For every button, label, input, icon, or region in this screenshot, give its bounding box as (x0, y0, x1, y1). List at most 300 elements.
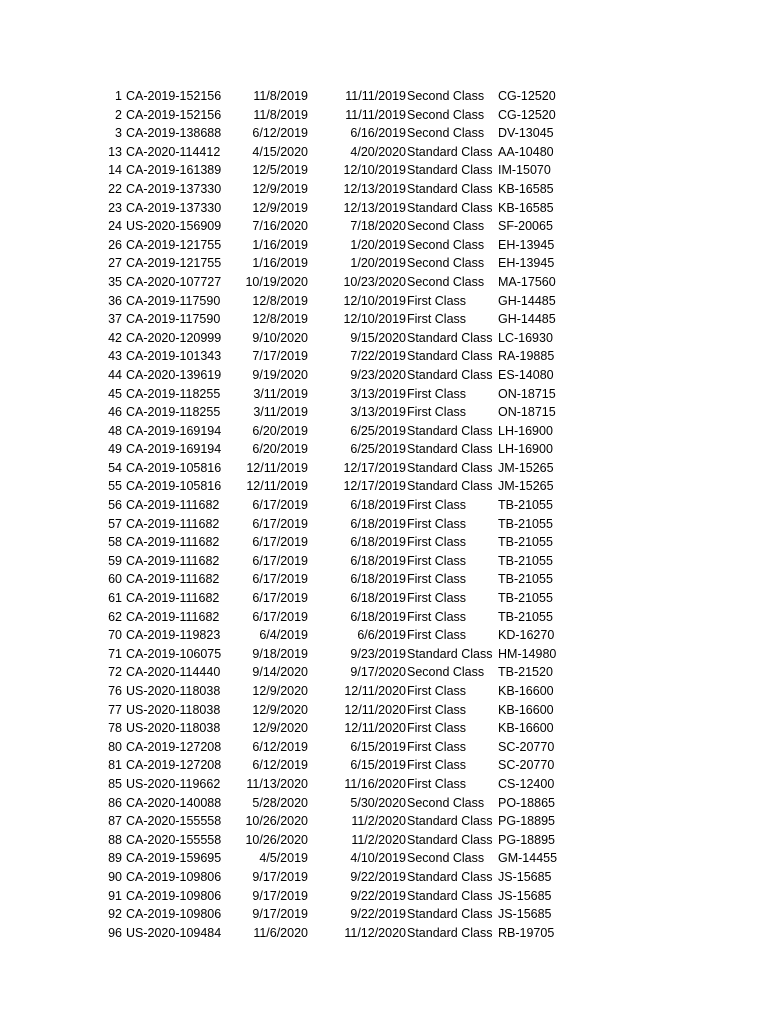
customer-id-cell: KD-16270 (498, 628, 555, 643)
table-row (0, 905, 768, 924)
spreadsheet-table (0, 87, 768, 942)
customer-id-cell: PG-18895 (498, 814, 555, 829)
customer-id-cell: TB-21055 (498, 553, 553, 568)
ship-date-cell: 6/18/2019 (350, 516, 406, 531)
row-number-cell: 70 (108, 628, 122, 643)
order-date-cell: 6/17/2019 (252, 516, 308, 531)
table-row (0, 199, 768, 218)
customer-id-cell: RB-19705 (498, 925, 555, 940)
table-row (0, 552, 768, 571)
ship-date-cell: 6/25/2019 (350, 442, 406, 457)
row-number-cell: 55 (108, 479, 122, 494)
customer-id-cell: KB-16600 (498, 721, 554, 736)
order-id-cell: CA-2019-111682 (126, 516, 220, 531)
order-id-cell: US-2020-118038 (126, 721, 221, 736)
order-id-cell: CA-2019-119823 (126, 628, 221, 643)
customer-id-cell: EH-13945 (498, 256, 555, 271)
ship-date-cell: 11/2/2020 (351, 814, 406, 829)
customer-id-cell: AA-10480 (498, 144, 554, 159)
row-number-cell: 42 (108, 330, 122, 345)
ship-mode-cell: Standard Class (407, 814, 493, 829)
table-row (0, 329, 768, 348)
ship-mode-cell: Second Class (407, 256, 485, 271)
row-number-cell: 56 (108, 498, 122, 513)
row-number-cell: 58 (108, 535, 122, 550)
customer-id-cell: DV-13045 (498, 126, 554, 141)
order-date-cell: 10/26/2020 (245, 832, 308, 847)
ship-mode-cell: First Class (407, 684, 467, 698)
ship-mode-cell: Standard Class (407, 646, 493, 661)
ship-mode-cell: First Class (407, 405, 467, 420)
table-row (0, 236, 768, 255)
table-row (0, 87, 768, 106)
ship-date-cell: 6/18/2019 (350, 572, 406, 587)
order-date-cell: 6/20/2019 (252, 442, 308, 457)
row-number-cell: 92 (108, 907, 122, 922)
row-number-cell: 71 (108, 646, 122, 661)
order-date-cell: 9/19/2020 (252, 367, 308, 382)
customer-id-cell: PO-18865 (498, 795, 555, 810)
order-id-cell: CA-2019-106075 (126, 646, 222, 661)
ship-date-cell: 12/13/2019 (343, 200, 406, 215)
customer-id-cell: TB-21055 (498, 609, 553, 624)
table-row (0, 570, 768, 589)
ship-date-cell: 9/22/2019 (350, 888, 406, 903)
table-row (0, 515, 768, 534)
customer-id-cell: ES-14080 (498, 367, 554, 382)
order-date-cell: 11/13/2020 (246, 776, 308, 791)
customer-id-cell: KB-16585 (498, 200, 554, 215)
order-id-cell: CA-2019-109806 (126, 869, 222, 884)
order-date-cell: 9/18/2019 (252, 646, 308, 661)
ship-date-cell: 6/15/2019 (350, 739, 406, 754)
ship-mode-cell: Standard Class (407, 869, 493, 884)
ship-date-cell: 3/13/2019 (350, 405, 406, 420)
order-id-cell: CA-2019-121755 (126, 237, 222, 252)
customer-id-cell: JS-15685 (498, 869, 552, 884)
order-date-cell: 6/17/2019 (252, 498, 308, 513)
table-row (0, 366, 768, 385)
ship-mode-cell: First Class (407, 498, 467, 513)
order-id-cell: CA-2019-127208 (126, 739, 222, 754)
row-number-cell: 54 (108, 460, 122, 475)
ship-mode-cell: Standard Class (407, 832, 493, 847)
customer-id-cell: TB-21055 (498, 516, 553, 531)
ship-date-cell: 6/18/2019 (350, 609, 406, 624)
customer-id-cell: SC-20770 (498, 739, 555, 754)
ship-mode-cell: First Class (407, 739, 467, 754)
ship-date-cell: 9/23/2020 (350, 367, 406, 382)
table-row (0, 143, 768, 162)
order-id-cell: CA-2019-137330 (126, 200, 222, 215)
table-row (0, 217, 768, 236)
row-number-cell: 26 (108, 237, 122, 252)
ship-date-cell: 12/10/2019 (343, 163, 406, 178)
customer-id-cell: SC-20770 (498, 758, 555, 773)
row-number-cell: 85 (108, 776, 122, 791)
ship-date-cell: 6/18/2019 (350, 591, 406, 606)
ship-mode-cell: Standard Class (407, 888, 493, 903)
table-row (0, 812, 768, 831)
ship-mode-cell: Standard Class (407, 163, 493, 178)
order-id-cell: CA-2019-137330 (126, 181, 222, 196)
order-id-cell: CA-2019-138688 (126, 126, 222, 141)
order-id-cell: CA-2020-114440 (126, 665, 221, 680)
order-date-cell: 11/8/2019 (253, 89, 308, 103)
row-number-cell: 27 (108, 256, 122, 271)
ship-mode-cell: Second Class (407, 274, 485, 289)
order-id-cell: CA-2019-111682 (126, 498, 220, 513)
row-number-cell: 96 (108, 925, 122, 940)
ship-mode-cell: First Class (407, 721, 467, 736)
ship-mode-cell: Standard Class (407, 479, 493, 494)
ship-date-cell: 11/16/2020 (344, 776, 406, 791)
row-number-cell: 44 (108, 367, 122, 382)
table-row (0, 533, 768, 552)
row-number-cell: 91 (108, 888, 122, 903)
order-date-cell: 6/17/2019 (252, 553, 308, 568)
row-number-cell: 90 (108, 869, 122, 884)
row-number-cell: 88 (108, 832, 122, 847)
ship-date-cell: 6/25/2019 (350, 423, 406, 438)
ship-date-cell: 12/11/2020 (344, 702, 406, 717)
ship-mode-cell: Second Class (407, 851, 485, 866)
table-row (0, 626, 768, 645)
table-row (0, 775, 768, 794)
order-date-cell: 9/17/2019 (252, 869, 308, 884)
ship-date-cell: 6/15/2019 (350, 758, 406, 773)
customer-id-cell: SF-20065 (498, 219, 553, 234)
table-row (0, 608, 768, 627)
ship-date-cell: 9/22/2019 (350, 869, 406, 884)
customer-id-cell: RA-19885 (498, 349, 555, 364)
row-number-cell: 35 (108, 274, 122, 289)
order-id-cell: CA-2019-118255 (126, 386, 221, 401)
ship-date-cell: 11/11/2019 (345, 107, 406, 122)
table-row (0, 385, 768, 404)
ship-date-cell: 1/20/2019 (350, 256, 406, 271)
order-date-cell: 6/12/2019 (252, 739, 308, 754)
ship-date-cell: 11/11/2019 (345, 89, 406, 103)
row-number-cell: 62 (108, 609, 122, 624)
ship-date-cell: 6/6/2019 (357, 628, 406, 643)
row-number-cell: 22 (108, 181, 122, 196)
order-date-cell: 9/17/2019 (252, 907, 308, 922)
row-number-cell: 49 (108, 442, 122, 457)
order-date-cell: 9/14/2020 (252, 665, 308, 680)
ship-mode-cell: First Class (407, 609, 467, 624)
order-id-cell: US-2020-109484 (126, 925, 222, 940)
ship-mode-cell: Second Class (407, 795, 485, 810)
ship-date-cell: 7/22/2019 (350, 349, 406, 364)
order-date-cell: 3/11/2019 (253, 386, 308, 401)
ship-mode-cell: Standard Class (407, 907, 493, 922)
ship-mode-cell: First Class (407, 516, 467, 531)
table-row (0, 701, 768, 720)
ship-mode-cell: Standard Class (407, 330, 493, 345)
table-row (0, 459, 768, 478)
order-date-cell: 6/17/2019 (252, 572, 308, 587)
customer-id-cell: ON-18715 (498, 386, 556, 401)
order-date-cell: 9/17/2019 (252, 888, 308, 903)
table-row (0, 273, 768, 292)
table-row (0, 106, 768, 125)
order-id-cell: US-2020-118038 (126, 702, 221, 717)
row-number-cell: 13 (108, 144, 122, 159)
customer-id-cell: LH-16900 (498, 442, 553, 457)
row-number-cell: 76 (108, 684, 122, 698)
ship-mode-cell: First Class (407, 776, 467, 791)
table-row (0, 422, 768, 441)
row-number-cell: 3 (115, 126, 122, 141)
order-date-cell: 12/9/2020 (252, 684, 308, 698)
customer-id-cell: KB-16600 (498, 684, 554, 698)
order-id-cell: CA-2019-152156 (126, 89, 222, 103)
table-row (0, 124, 768, 143)
customer-id-cell: KB-16600 (498, 702, 554, 717)
ship-date-cell: 9/23/2019 (350, 646, 406, 661)
row-number-cell: 81 (108, 758, 122, 773)
ship-mode-cell: First Class (407, 293, 467, 308)
table-row (0, 403, 768, 422)
table-row (0, 719, 768, 738)
ship-mode-cell: Second Class (407, 89, 485, 103)
customer-id-cell: JM-15265 (498, 479, 554, 494)
customer-id-cell: JS-15685 (498, 907, 552, 922)
row-number-cell: 1 (115, 89, 122, 103)
ship-date-cell: 7/18/2020 (350, 219, 406, 234)
ship-date-cell: 4/20/2020 (350, 144, 406, 159)
order-id-cell: US-2020-119662 (126, 776, 221, 791)
order-id-cell: CA-2019-169194 (126, 423, 222, 438)
ship-mode-cell: Standard Class (407, 925, 493, 940)
order-id-cell: CA-2019-111682 (126, 609, 220, 624)
order-date-cell: 6/12/2019 (252, 126, 308, 141)
ship-mode-cell: Second Class (407, 237, 485, 252)
order-id-cell: CA-2019-118255 (126, 405, 221, 420)
ship-date-cell: 9/22/2019 (350, 907, 406, 922)
order-id-cell: CA-2019-152156 (126, 107, 222, 122)
table-row (0, 794, 768, 813)
ship-date-cell: 6/16/2019 (350, 126, 406, 141)
customer-id-cell: IM-15070 (498, 163, 551, 178)
row-number-cell: 2 (115, 107, 122, 122)
table-row (0, 868, 768, 887)
ship-mode-cell: First Class (407, 572, 467, 587)
order-id-cell: CA-2019-121755 (126, 256, 222, 271)
ship-date-cell: 12/11/2020 (344, 684, 406, 698)
ship-mode-cell: First Class (407, 702, 467, 717)
row-number-cell: 23 (108, 200, 122, 215)
table-row (0, 756, 768, 775)
order-id-cell: US-2020-156909 (126, 219, 222, 234)
customer-id-cell: CS-12400 (498, 776, 555, 791)
ship-mode-cell: Standard Class (407, 460, 493, 475)
order-date-cell: 12/8/2019 (252, 312, 308, 327)
customer-id-cell: CG-12520 (498, 107, 556, 122)
ship-mode-cell: Standard Class (407, 442, 493, 457)
order-id-cell: CA-2019-117590 (126, 312, 221, 327)
table-row (0, 682, 768, 701)
table-row (0, 161, 768, 180)
ship-mode-cell: Standard Class (407, 181, 493, 196)
ship-mode-cell: First Class (407, 628, 467, 643)
order-date-cell: 1/16/2019 (252, 237, 308, 252)
ship-date-cell: 11/2/2020 (351, 832, 406, 847)
row-number-cell: 78 (108, 721, 122, 736)
row-number-cell: 72 (108, 665, 122, 680)
ship-mode-cell: First Class (407, 553, 467, 568)
customer-id-cell: GM-14455 (498, 851, 558, 866)
order-date-cell: 6/17/2019 (252, 535, 308, 550)
order-id-cell: CA-2020-139619 (126, 367, 222, 382)
customer-id-cell: GH-14485 (498, 312, 556, 327)
order-date-cell: 12/8/2019 (252, 293, 308, 308)
row-number-cell: 60 (108, 572, 122, 587)
order-date-cell: 6/20/2019 (252, 423, 308, 438)
table-row (0, 292, 768, 311)
row-number-cell: 24 (108, 219, 122, 234)
order-id-cell: CA-2020-120999 (126, 330, 222, 345)
ship-mode-cell: First Class (407, 591, 467, 606)
row-number-cell: 77 (108, 702, 122, 717)
customer-id-cell: TB-21055 (498, 498, 553, 513)
table-row (0, 645, 768, 664)
ship-mode-cell: Second Class (407, 107, 485, 122)
order-date-cell: 10/26/2020 (245, 814, 308, 829)
table-row (0, 310, 768, 329)
order-date-cell: 6/4/2019 (259, 628, 308, 643)
row-number-cell: 61 (108, 591, 122, 606)
order-date-cell: 10/19/2020 (245, 274, 308, 289)
order-id-cell: CA-2019-111682 (126, 535, 220, 550)
ship-date-cell: 6/18/2019 (350, 553, 406, 568)
order-id-cell: CA-2020-114412 (126, 144, 221, 159)
order-date-cell: 9/10/2020 (252, 330, 308, 345)
row-number-cell: 87 (108, 814, 122, 829)
order-id-cell: CA-2019-127208 (126, 758, 222, 773)
row-number-cell: 36 (108, 293, 122, 308)
order-date-cell: 6/12/2019 (252, 758, 308, 773)
order-date-cell: 4/15/2020 (252, 144, 308, 159)
table-row (0, 831, 768, 850)
ship-date-cell: 12/13/2019 (343, 181, 406, 196)
ship-date-cell: 6/18/2019 (350, 498, 406, 513)
ship-date-cell: 12/17/2019 (343, 479, 406, 494)
order-id-cell: CA-2019-105816 (126, 479, 222, 494)
order-id-cell: CA-2019-109806 (126, 888, 222, 903)
table-row (0, 738, 768, 757)
customer-id-cell: LH-16900 (498, 423, 553, 438)
customer-id-cell: TB-21520 (498, 665, 553, 680)
order-date-cell: 12/9/2019 (252, 181, 308, 196)
order-id-cell: CA-2019-101343 (126, 349, 222, 364)
order-date-cell: 12/9/2019 (252, 200, 308, 215)
order-id-cell: CA-2020-107727 (126, 274, 222, 289)
ship-date-cell: 9/15/2020 (350, 330, 406, 345)
order-id-cell: CA-2019-105816 (126, 460, 222, 475)
ship-mode-cell: First Class (407, 312, 467, 327)
order-id-cell: CA-2020-140088 (126, 795, 222, 810)
customer-id-cell: HM-14980 (498, 646, 557, 661)
ship-date-cell: 11/12/2020 (344, 925, 406, 940)
table-row (0, 589, 768, 608)
order-id-cell: CA-2019-109806 (126, 907, 222, 922)
ship-date-cell: 6/18/2019 (350, 535, 406, 550)
table-row (0, 477, 768, 496)
order-id-cell: CA-2020-155558 (126, 814, 222, 829)
order-id-cell: CA-2019-117590 (126, 293, 221, 308)
row-number-cell: 59 (108, 553, 122, 568)
table-row (0, 440, 768, 459)
ship-date-cell: 10/23/2020 (343, 274, 406, 289)
ship-mode-cell: Second Class (407, 126, 485, 141)
table-row (0, 496, 768, 515)
order-date-cell: 12/5/2019 (252, 163, 308, 178)
row-number-cell: 14 (108, 163, 122, 178)
order-date-cell: 3/11/2019 (253, 405, 308, 420)
order-date-cell: 11/8/2019 (253, 107, 308, 122)
customer-id-cell: JS-15685 (498, 888, 552, 903)
table-row (0, 849, 768, 868)
customer-id-cell: GH-14485 (498, 293, 556, 308)
row-number-cell: 89 (108, 851, 122, 866)
ship-mode-cell: Standard Class (407, 200, 493, 215)
ship-date-cell: 12/10/2019 (343, 293, 406, 308)
order-id-cell: CA-2020-155558 (126, 832, 222, 847)
customer-id-cell: CG-12520 (498, 89, 556, 103)
order-date-cell: 5/28/2020 (252, 795, 308, 810)
table-row (0, 347, 768, 366)
customer-id-cell: KB-16585 (498, 181, 554, 196)
ship-date-cell: 12/17/2019 (343, 460, 406, 475)
row-number-cell: 43 (108, 349, 122, 364)
ship-mode-cell: Standard Class (407, 349, 493, 364)
order-id-cell: US-2020-118038 (126, 684, 221, 698)
table-row (0, 663, 768, 682)
order-date-cell: 12/11/2019 (246, 460, 308, 475)
order-id-cell: CA-2019-161389 (126, 163, 222, 178)
order-date-cell: 12/9/2020 (252, 721, 308, 736)
ship-date-cell: 5/30/2020 (350, 795, 406, 810)
row-number-cell: 80 (108, 739, 122, 754)
order-id-cell: CA-2019-111682 (126, 572, 220, 587)
order-id-cell: CA-2019-111682 (126, 591, 220, 606)
ship-date-cell: 4/10/2019 (350, 851, 406, 866)
ship-date-cell: 3/13/2019 (350, 386, 406, 401)
table-row (0, 887, 768, 906)
customer-id-cell: MA-17560 (498, 274, 556, 289)
row-number-cell: 86 (108, 795, 122, 810)
row-number-cell: 57 (108, 516, 122, 531)
customer-id-cell: LC-16930 (498, 330, 553, 345)
order-date-cell: 12/11/2019 (246, 479, 308, 494)
ship-mode-cell: Standard Class (407, 367, 493, 382)
order-date-cell: 7/16/2020 (252, 219, 308, 234)
customer-id-cell: PG-18895 (498, 832, 555, 847)
order-date-cell: 6/17/2019 (252, 591, 308, 606)
order-date-cell: 7/17/2019 (252, 349, 308, 364)
ship-date-cell: 12/11/2020 (344, 721, 406, 736)
customer-id-cell: ON-18715 (498, 405, 556, 420)
row-number-cell: 37 (108, 312, 122, 327)
ship-date-cell: 9/17/2020 (350, 665, 406, 680)
table-row (0, 254, 768, 273)
ship-mode-cell: Standard Class (407, 144, 493, 159)
table-row (0, 180, 768, 199)
order-date-cell: 6/17/2019 (252, 609, 308, 624)
row-number-cell: 46 (108, 405, 122, 420)
